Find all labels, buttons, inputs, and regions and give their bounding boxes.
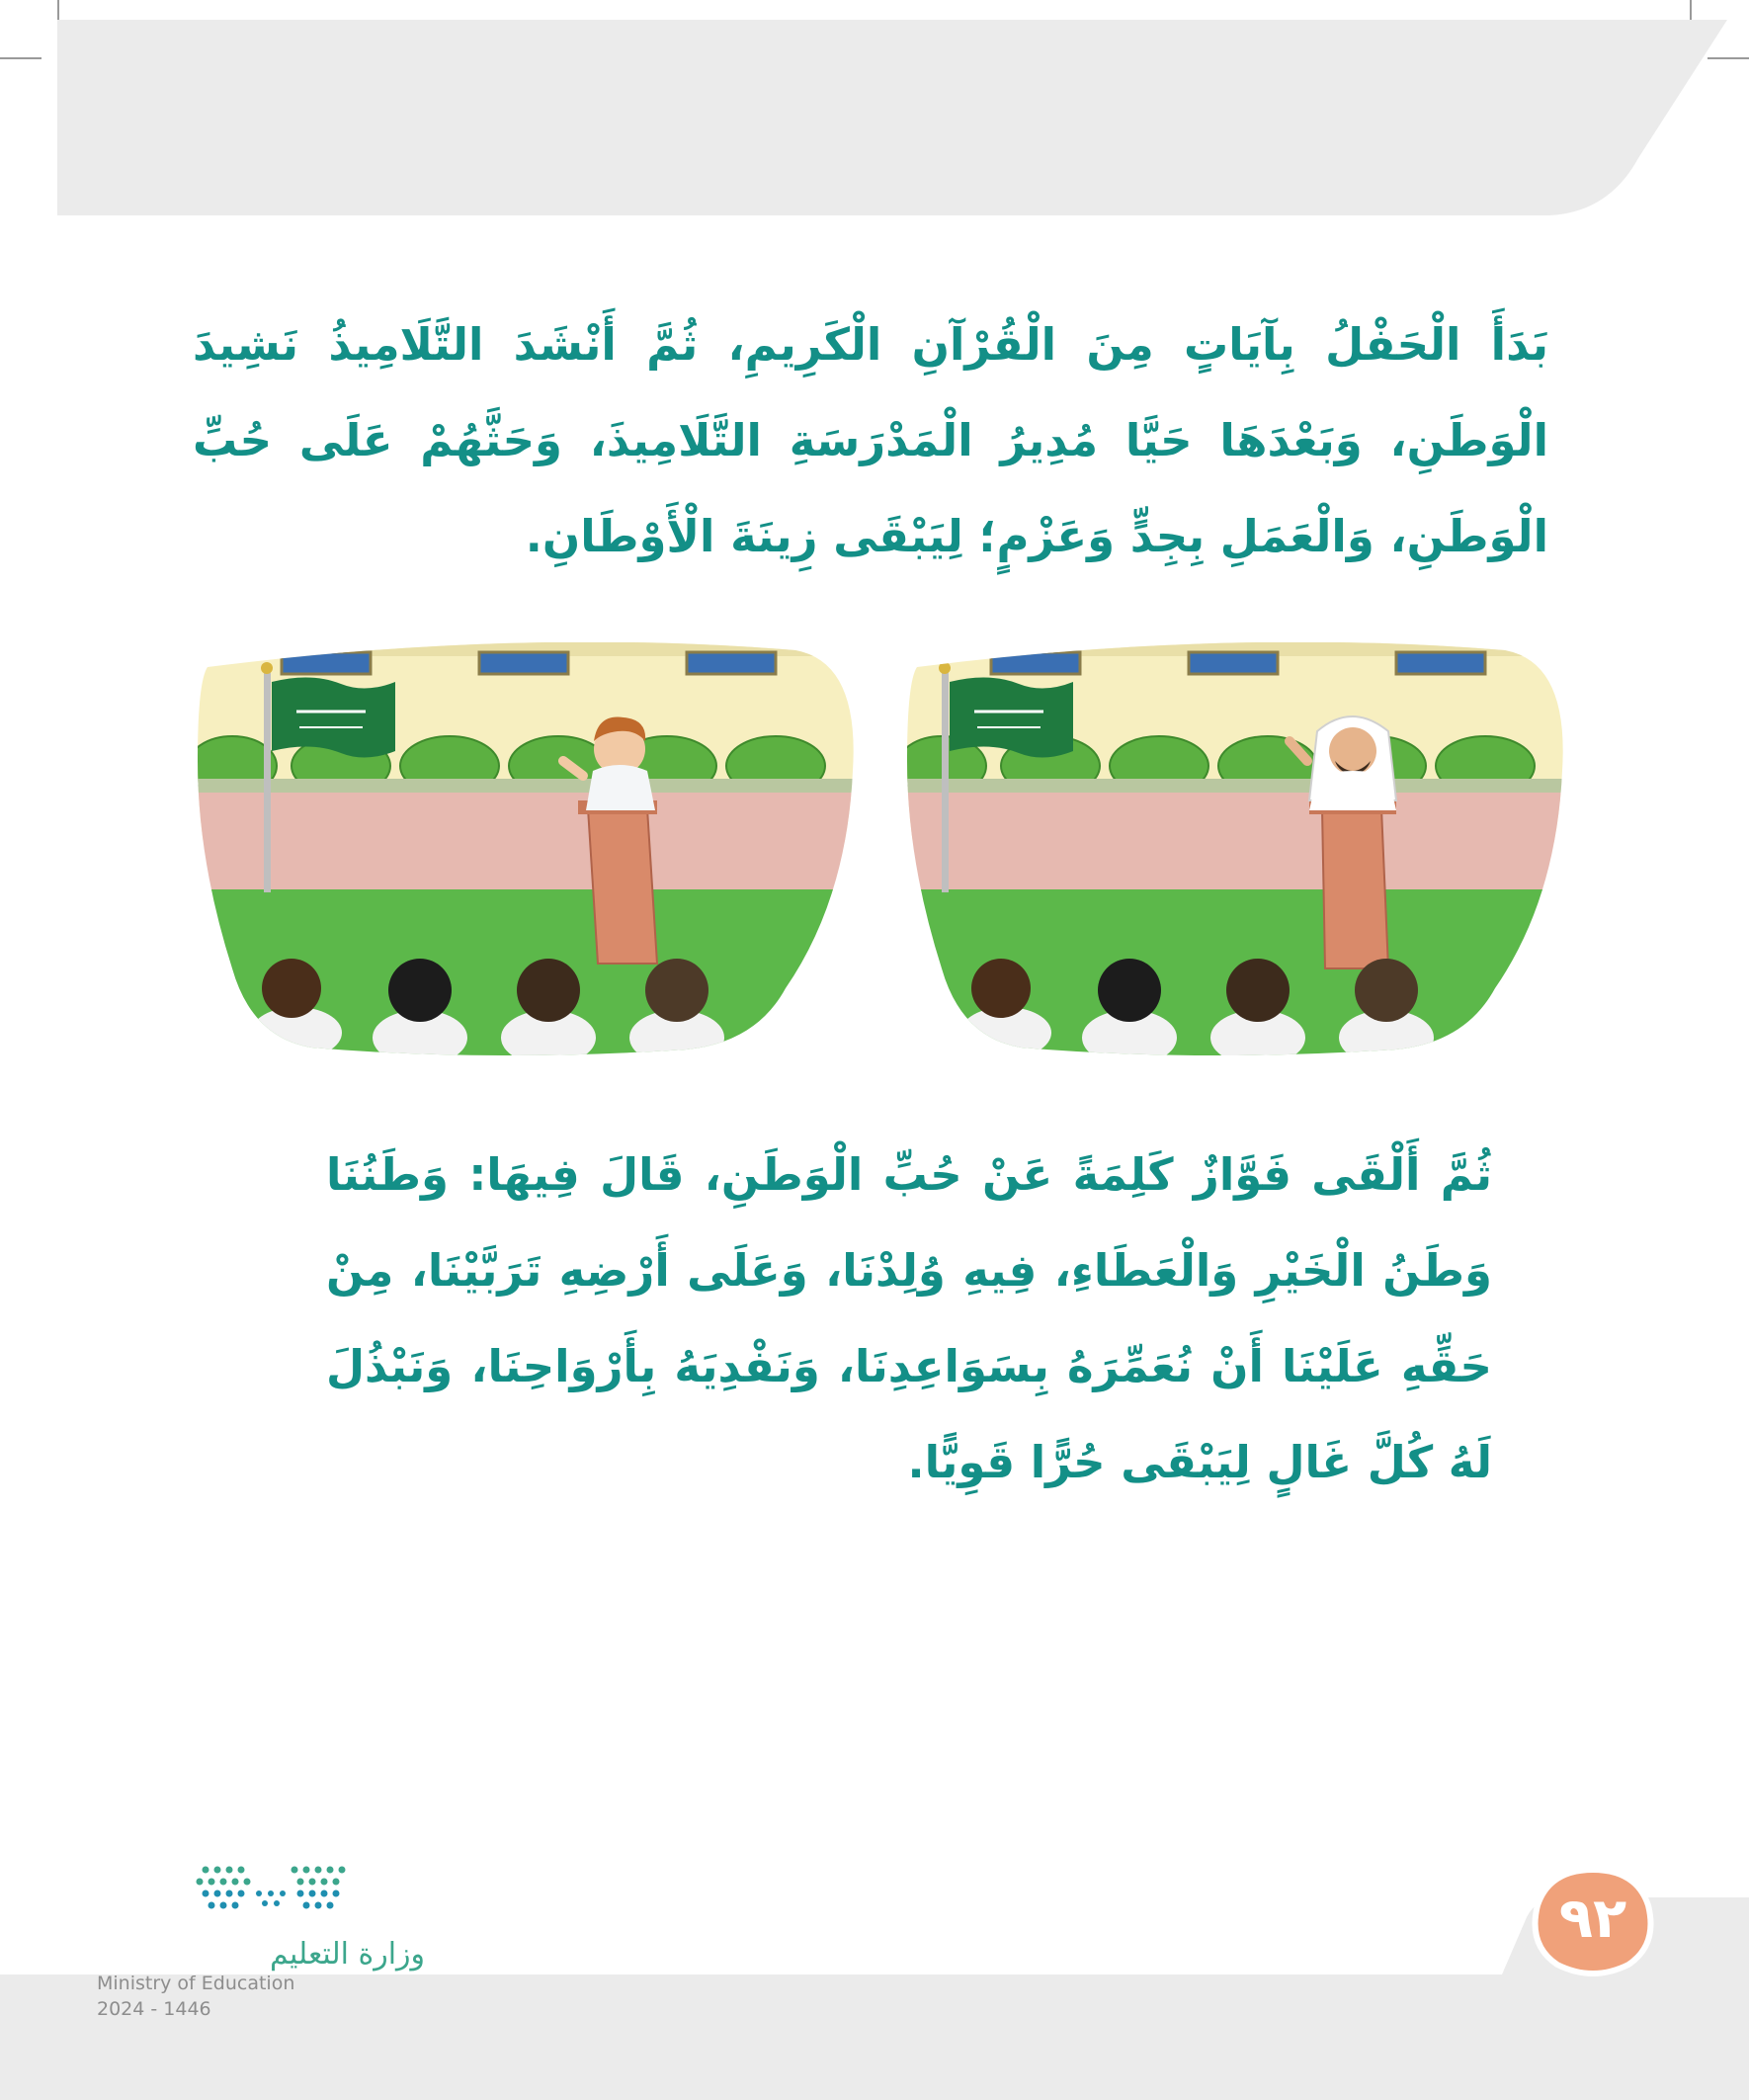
footer-band-shape <box>0 1897 1749 2100</box>
crop-mark <box>0 57 42 59</box>
ministry-name-arabic-text: وزارة التعليم <box>270 1937 426 1972</box>
page-number: ٩٢ <box>1558 1887 1627 1951</box>
ministry-name-english: Ministry of Education <box>97 1973 295 1994</box>
header-band <box>57 20 1727 217</box>
header-band-shape <box>57 20 1727 215</box>
story-paragraph-1: بَدَأَ الْحَفْلُ بِآيَاتٍ مِنَ الْقُرْآنِ الْكَرِيمِ، ثُمَّ أَنْشَدَ التَّلَامِيذُ نَشِيدَ الْوَطَنِ، وَبَعْدَهَا حَيَّا مُدِيرُ الْمَدْرَسَةِ التَّلَامِيذَ، وَحَثَّهُمْ عَلَى حُبِّ الْوَطَنِ، وَالْعَمَلِ بِجِدٍّ وَعَزْمٍ؛ لِيَبْقَى زِينَةَ الْأَوْطَانِ. <box>193 318 1548 562</box>
ministry-logo-icon <box>97 1858 354 1927</box>
footer-band <box>0 1897 1749 2100</box>
story-paragraph-2: ثُمَّ أَلْقَى فَوَّازٌ كَلِمَةً عَنْ حُبِّ الْوَطَنِ، قَالَ فِيهَا: وَطَنُنَا وَطَنُ الْخَيْرِ وَالْعَطَاءِ، فِيهِ وُلِدْنَا، وَعَلَى أَرْضِهِ تَرَبَّيْنَا، مِنْ حَقِّهِ عَلَيْنَا أَنْ نُعَمِّرَهُ بِسَوَاعِدِنَا، وَنَفْدِيَهُ بِأَرْوَاحِنَا، وَنَبْذُلَ لَهُ كُلَّ غَالٍ لِيَبْقَى حُرًّا قَوِيًّا. <box>326 1148 1492 1488</box>
edition-year: 2024 - 1446 <box>97 1998 211 2020</box>
school-assembly-principal-speaker-illustration <box>902 642 1564 1055</box>
ministry-name-arabic <box>97 1932 426 1974</box>
school-assembly-student-speaker-illustration <box>193 642 855 1055</box>
